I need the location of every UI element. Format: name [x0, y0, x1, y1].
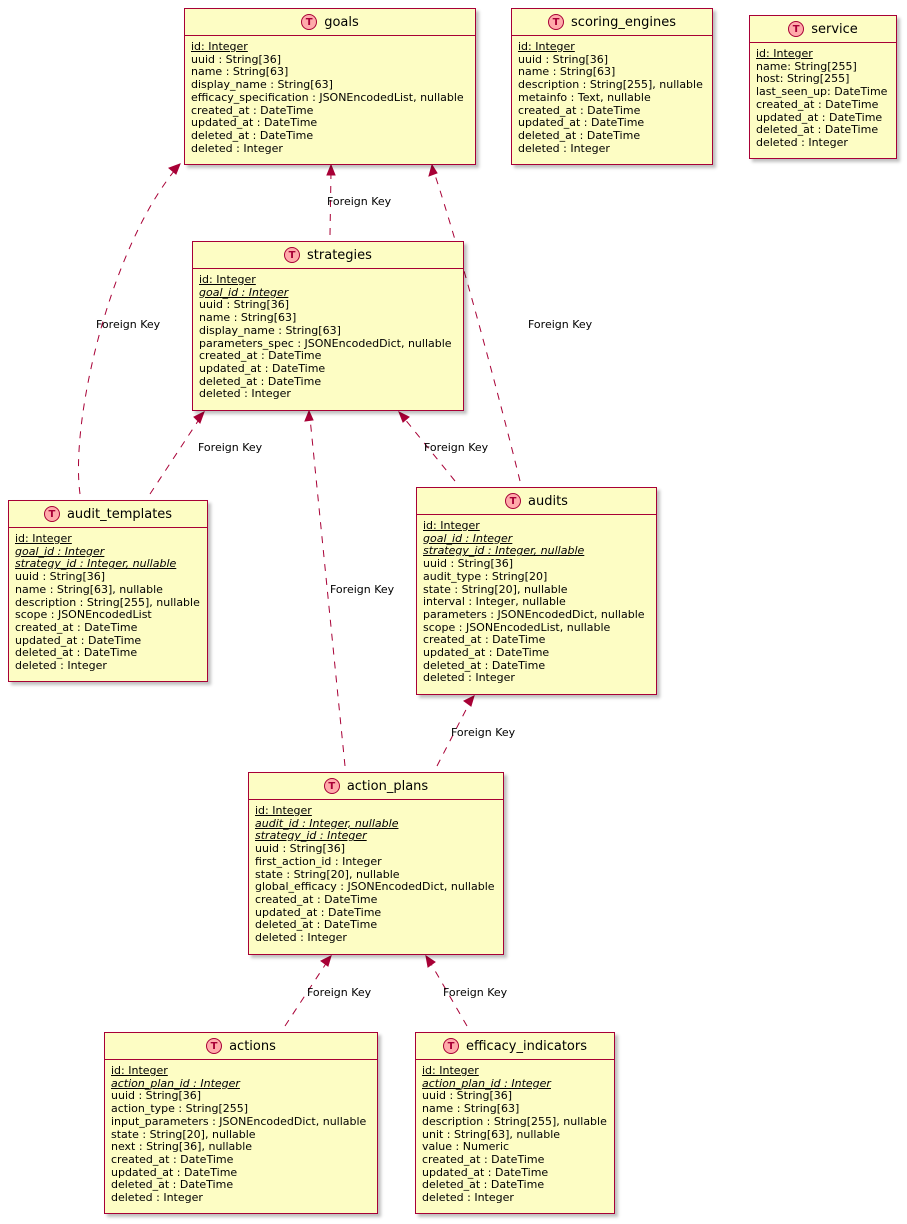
relationship-arrowhead [399, 412, 409, 422]
entity-field: action_plan_id : Integer [422, 1076, 551, 1090]
entity-field: deleted : Integer [255, 931, 347, 945]
entity-field: deleted : Integer [423, 671, 515, 685]
relationship-label: Foreign Key [528, 318, 593, 331]
entity-fields [512, 36, 712, 161]
entity-field: first_action_id : Integer [255, 854, 382, 868]
entity-field: parameters_spec : JSONEncodedDict, nullable [199, 336, 452, 350]
entity-field: deleted : Integer [111, 1191, 203, 1205]
entity-title: audit_templates [66, 506, 173, 522]
entity-header [249, 773, 503, 800]
entity-field: state : String[20], nullable [255, 867, 400, 881]
entity-field: name : String[63], nullable [15, 582, 163, 596]
entity-field: updated_at : DateTime [111, 1165, 238, 1179]
entity-field: unit : String[63], nullable [422, 1127, 561, 1141]
entity-field: goal_id : Integer [423, 531, 513, 545]
entity-audit_templates[interactable] [8, 500, 208, 682]
entity-field: interval : Integer, nullable [423, 595, 566, 609]
entity-field: id: Integer [191, 40, 248, 53]
entity-field: updated_at : DateTime [756, 110, 883, 124]
entity-field: deleted_at : DateTime [422, 1178, 545, 1192]
table-icon: T [443, 1038, 459, 1054]
entity-field: updated_at : DateTime [255, 905, 382, 919]
relationship-label: Foreign Key [330, 583, 395, 596]
entity-field: created_at : DateTime [422, 1152, 545, 1166]
entity-field: goal_id : Integer [199, 285, 289, 299]
entity-field: display_name : String[63] [199, 323, 341, 337]
entity-field: id: Integer [15, 532, 72, 545]
entity-field: id: Integer [199, 273, 256, 286]
entity-field: deleted_at : DateTime [15, 646, 138, 660]
entity-field: uuid : String[36] [423, 557, 514, 571]
entity-fields [416, 1060, 614, 1211]
entity-field: global_efficacy : JSONEncodedDict, nullable [255, 880, 495, 894]
entity-header [9, 501, 207, 528]
entity-action_plans[interactable] [248, 772, 504, 955]
entity-field: deleted : Integer [422, 1191, 514, 1205]
entity-field: strategy_id : Integer, nullable [15, 557, 177, 571]
entity-field: strategy_id : Integer, nullable [423, 544, 585, 558]
entity-title: audits [528, 493, 568, 509]
relationship-label: Foreign Key [307, 986, 372, 999]
entity-field: deleted : Integer [15, 659, 107, 673]
entity-field: last_seen_up: DateTime [756, 85, 888, 99]
entity-field: host: String[255] [756, 72, 850, 86]
entity-field: created_at : DateTime [191, 103, 314, 117]
entity-field: uuid : String[36] [15, 570, 106, 584]
entity-field: goal_id : Integer [15, 544, 105, 558]
entity-title: actions [229, 1038, 276, 1054]
entity-title: scoring_engines [571, 14, 676, 30]
entity-field: input_parameters : JSONEncodedDict, nullable [111, 1114, 367, 1128]
entity-field: uuid : String[36] [191, 52, 282, 66]
relationship-label: Foreign Key [424, 441, 489, 454]
relationship-arrowhead [429, 165, 437, 176]
entity-field: name: String[255] [756, 59, 857, 73]
entity-field: parameters : JSONEncodedDict, nullable [423, 607, 645, 621]
entity-field: deleted_at : DateTime [255, 918, 378, 932]
entity-title: goals [324, 14, 359, 30]
entity-actions[interactable] [104, 1032, 378, 1214]
entity-field: updated_at : DateTime [191, 116, 318, 130]
relationship-label: Foreign Key [96, 318, 161, 331]
entity-field: state : String[20], nullable [111, 1127, 256, 1141]
entity-field: action_type : String[255] [111, 1102, 249, 1116]
entity-field: updated_at : DateTime [423, 646, 550, 660]
entity-efficacy_indicators[interactable] [415, 1032, 615, 1214]
entity-field: efficacy_specification : JSONEncodedList, nullable [191, 90, 464, 104]
entity-field: deleted : Integer [518, 141, 610, 155]
entity-field: deleted : Integer [191, 141, 283, 155]
entity-field: created_at : DateTime [111, 1152, 234, 1166]
entity-title: strategies [307, 247, 372, 263]
entity-field: deleted_at : DateTime [423, 658, 546, 672]
entity-field: display_name : String[63] [191, 78, 333, 92]
table-icon: T [284, 247, 300, 263]
entity-field: audit_id : Integer, nullable [255, 816, 399, 830]
relationship-label: Foreign Key [443, 986, 508, 999]
entity-field: deleted_at : DateTime [111, 1178, 234, 1192]
entity-field: updated_at : DateTime [15, 633, 142, 647]
entity-field: description : String[255], nullable [518, 78, 703, 92]
entity-field: name : String[63] [199, 311, 297, 325]
table-icon: T [505, 493, 521, 509]
entity-fields [417, 515, 656, 691]
entity-field: uuid : String[36] [111, 1089, 202, 1103]
entity-fields [249, 800, 503, 951]
relationship-line [78, 170, 175, 494]
relationship-arrowhead [464, 696, 474, 706]
table-icon: T [206, 1038, 222, 1054]
entity-header [750, 16, 896, 43]
relationship-arrowhead [321, 956, 331, 966]
entity-fields [9, 528, 207, 679]
entity-field: name : String[63] [191, 65, 289, 79]
entity-field: id: Integer [423, 519, 480, 532]
entity-field: created_at : DateTime [518, 103, 641, 117]
relationship-label: Foreign Key [327, 195, 392, 208]
entity-fields [185, 36, 475, 161]
entity-field: scope : JSONEncodedList, nullable [423, 620, 611, 634]
table-icon: T [324, 778, 340, 794]
entity-title: action_plans [346, 778, 429, 794]
entity-field: description : String[255], nullable [15, 595, 200, 609]
entity-field: next : String[36], nullable [111, 1140, 253, 1154]
entity-header [512, 9, 712, 36]
entity-field: id: Integer [518, 40, 575, 53]
entity-field: uuid : String[36] [199, 298, 290, 312]
entity-field: deleted_at : DateTime [199, 374, 322, 388]
entity-service[interactable] [749, 15, 897, 159]
relationship-arrowhead [169, 164, 180, 174]
entity-field: name : String[63] [422, 1102, 520, 1116]
entity-audits[interactable] [416, 487, 657, 695]
entity-field: id: Integer [422, 1064, 479, 1077]
entity-field: uuid : String[36] [422, 1089, 513, 1103]
entity-field: uuid : String[36] [518, 52, 609, 66]
entity-fields [193, 269, 463, 407]
relationship-label: Foreign Key [198, 441, 263, 454]
table-icon: T [788, 21, 804, 37]
entity-field: action_plan_id : Integer [111, 1076, 240, 1090]
entity-fields [750, 43, 896, 156]
entity-header [185, 9, 475, 36]
table-icon: T [301, 14, 317, 30]
entity-header [105, 1033, 377, 1060]
relationship-arrowhead [194, 412, 204, 423]
relationship-label: Foreign Key [451, 726, 516, 739]
entity-fields [105, 1060, 377, 1211]
entity-field: audit_type : String[20] [423, 569, 548, 583]
entity-field: strategy_id : Integer [255, 829, 367, 843]
entity-field: created_at : DateTime [423, 633, 546, 647]
entity-goals[interactable] [184, 8, 476, 165]
entity-field: id: Integer [111, 1064, 168, 1077]
entity-field: created_at : DateTime [756, 97, 879, 111]
entity-header [193, 242, 463, 269]
entity-header [416, 1033, 614, 1060]
entity-field: deleted : Integer [199, 387, 291, 401]
relationship-arrowhead [305, 411, 313, 421]
entity-field: created_at : DateTime [255, 892, 378, 906]
entity-field: deleted : Integer [756, 135, 848, 149]
entity-field: state : String[20], nullable [423, 582, 568, 596]
entity-field: id: Integer [255, 804, 312, 817]
entity-field: created_at : DateTime [15, 620, 138, 634]
entity-field: updated_at : DateTime [199, 361, 326, 375]
entity-field: updated_at : DateTime [422, 1165, 549, 1179]
entity-strategies[interactable] [192, 241, 464, 411]
entity-title: efficacy_indicators [465, 1038, 588, 1054]
entity-field: updated_at : DateTime [518, 116, 645, 130]
entity-field: deleted_at : DateTime [756, 123, 879, 137]
table-icon: T [548, 14, 564, 30]
entity-field: uuid : String[36] [255, 842, 346, 856]
entity-field: created_at : DateTime [199, 349, 322, 363]
entity-field: scope : JSONEncodedList [15, 608, 152, 622]
entity-header [417, 488, 656, 515]
entity-field: value : Numeric [422, 1140, 510, 1154]
table-icon: T [44, 506, 60, 522]
entity-scoring_engines[interactable] [511, 8, 713, 165]
entity-title: service [811, 21, 858, 37]
entity-field: deleted_at : DateTime [518, 128, 641, 142]
relationship-arrowhead [327, 165, 335, 175]
entity-field: deleted_at : DateTime [191, 128, 314, 142]
entity-field: description : String[255], nullable [422, 1114, 607, 1128]
relationship-arrowhead [426, 956, 435, 967]
entity-field: metainfo : Text, nullable [518, 90, 651, 104]
entity-field: name : String[63] [518, 65, 616, 79]
entity-field: id: Integer [756, 47, 813, 60]
relationship-line [150, 418, 200, 494]
